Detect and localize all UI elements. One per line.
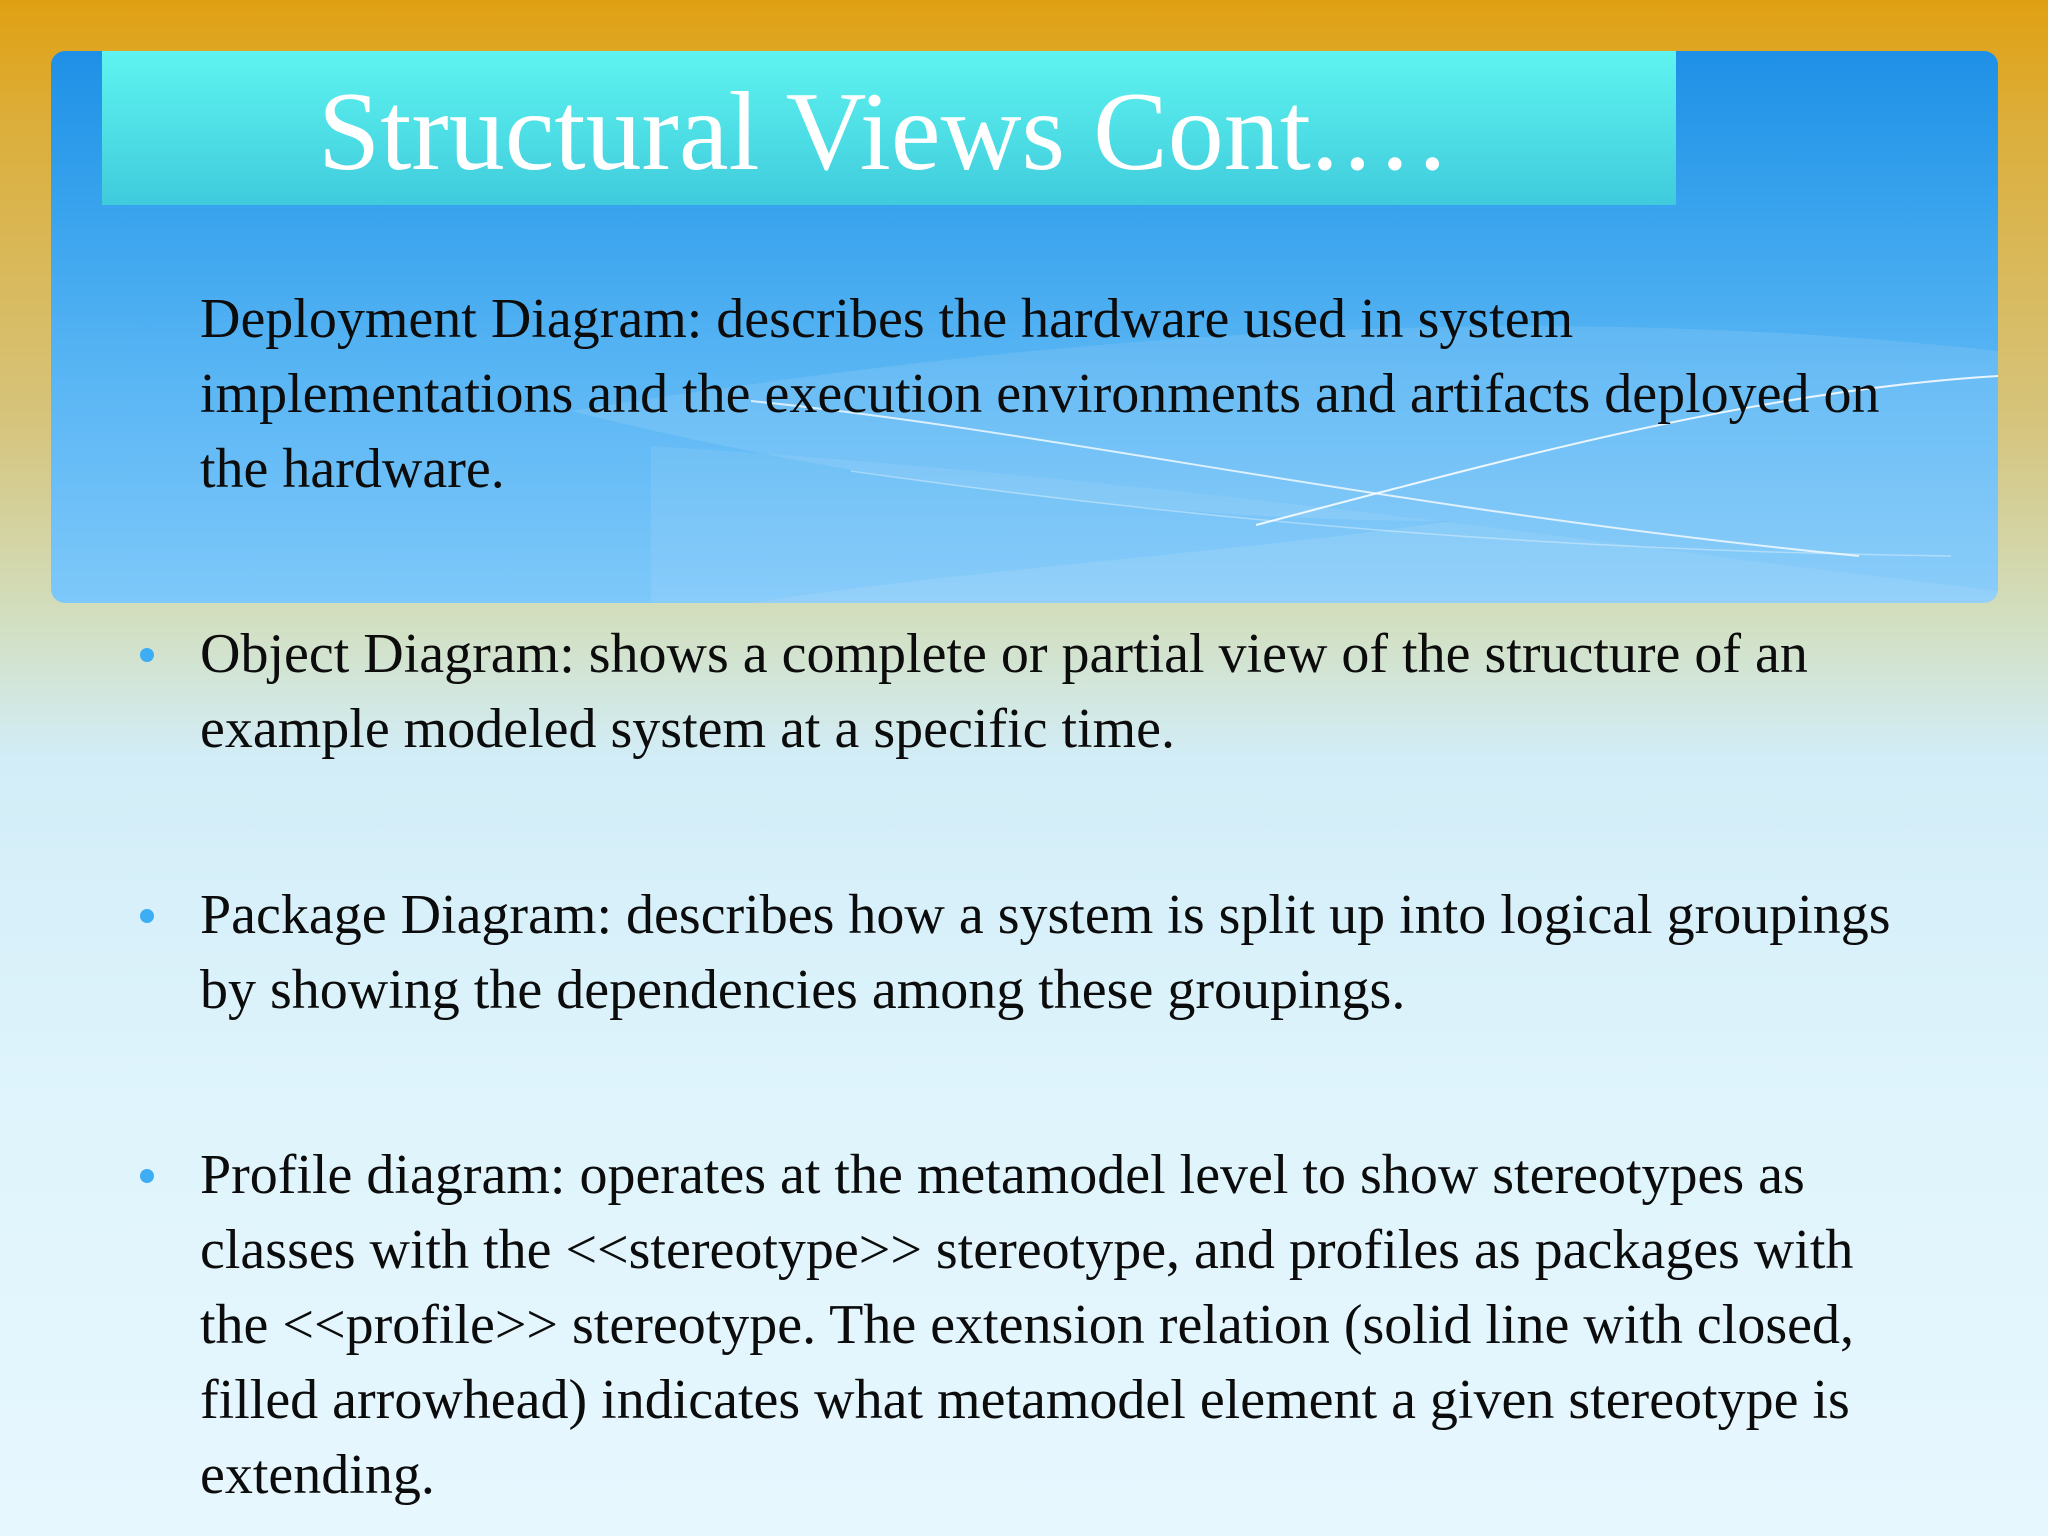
slide-title: Structural Views Cont.… (318, 70, 1451, 194)
bullet-dot-icon (140, 909, 154, 923)
bullet-dot-icon (140, 1169, 154, 1183)
bullet-text: Object Diagram: shows a complete or partial view of the structure of an example modeled system at a specific time. (200, 623, 1808, 760)
bullet-dot-icon (140, 648, 154, 662)
bullet-text: Deployment Diagram: describes the hardware used in system implementations and the execution environments and artifacts deployed on the hardware. (200, 288, 1880, 500)
bullet-text: Package Diagram: describes how a system is split up into logical groupings by showing the dependencies among these groupings. (200, 884, 1891, 1021)
bullet-text: Profile diagram: operates at the metamodel level to show stereotypes as classes with the <<stereotype>> stereotype, and profiles as packages with the <<profile>> stereotype. The extension relation (solid line with closed, filled arrowhead) indicates what metamodel element a given stereotype is extending. (200, 1144, 1854, 1506)
bullet-dot-icon (140, 313, 154, 327)
